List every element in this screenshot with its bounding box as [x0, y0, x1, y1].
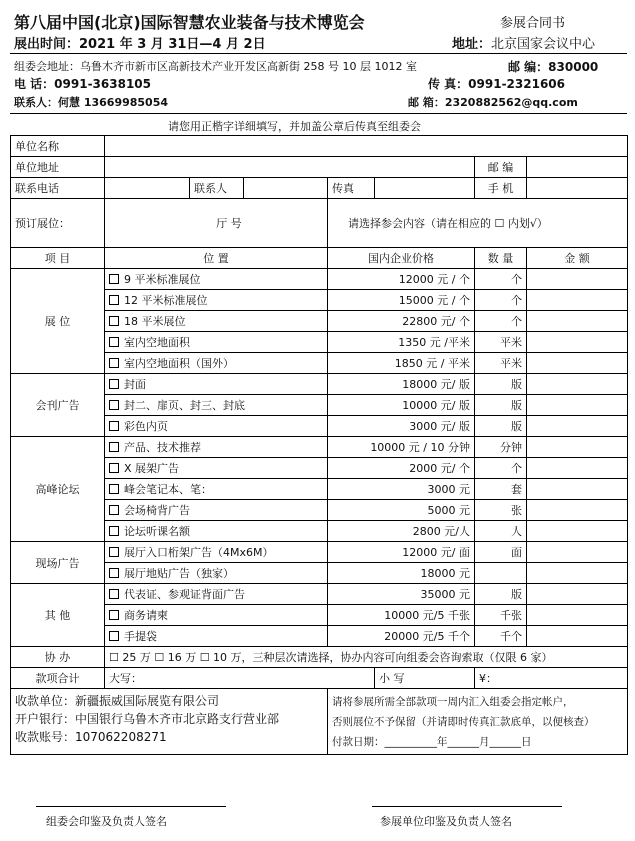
item-price: 35000 元 [328, 584, 475, 605]
item-amount[interactable] [527, 311, 628, 332]
item-quantity-unit[interactable]: 版 [475, 584, 527, 605]
checkbox-icon[interactable] [109, 442, 119, 452]
checkbox-icon[interactable] [109, 421, 119, 431]
item-label: 室内空地面积 [124, 336, 190, 349]
table-row [11, 542, 628, 563]
mobile-label: 手 机 [475, 178, 527, 199]
group-name: 现场广告 [11, 542, 105, 584]
item-label: 12 平米标准展位 [124, 294, 208, 307]
item-price: 10000 元 / 10 分钟 [328, 437, 475, 458]
item-label: 展厅地贴广告（独家） [124, 567, 234, 580]
item-label: 封面 [124, 378, 146, 391]
booth-order-label: 预订展位： [11, 199, 105, 248]
item-price: 20000 元/5 千个 [328, 626, 475, 647]
item-position[interactable] [105, 290, 328, 311]
organizer-fax: 传 真：0991-2321606 [428, 77, 566, 91]
item-amount[interactable] [527, 395, 628, 416]
item-label: 代表证、参观证背面广告 [124, 588, 245, 601]
exhibition-venue [452, 33, 595, 52]
table-row [11, 374, 628, 395]
payment-note [328, 689, 628, 755]
item-amount[interactable] [527, 353, 628, 374]
payment-note-line1: 请将参展所需全部款项一周内汇入组委会指定帐户， [332, 696, 574, 708]
total-lower-field[interactable]: ¥： [475, 668, 628, 689]
item-label: 9 平米标准展位 [124, 273, 201, 286]
item-price: 3000 元/ 版 [328, 416, 475, 437]
item-label: 展厅入口桁架广告（4Mx6M） [124, 546, 274, 559]
item-label: 峰会笔记本、笔： [124, 483, 212, 496]
item-price: 12000 元 / 个 [328, 269, 475, 290]
payment-note-line2: 否则展位不予保留（并请即时传真汇款底单，以便核查） [332, 716, 595, 728]
item-position[interactable] [105, 521, 328, 542]
item-price: 2800 元/人 [328, 521, 475, 542]
left-signature-line [36, 806, 226, 807]
item-label: 会场椅背广告 [124, 504, 190, 517]
item-amount[interactable] [527, 332, 628, 353]
item-position[interactable] [105, 353, 328, 374]
unit-address-label: 单位地址 [11, 157, 105, 178]
table-row [11, 437, 628, 458]
item-position[interactable] [105, 584, 328, 605]
item-position[interactable] [105, 626, 328, 647]
table-row [11, 584, 628, 605]
payee-unit: 收款单位：新疆振威国际展览有限公司 [15, 694, 220, 708]
col-amount: 金 额 [527, 248, 628, 269]
col-position: 位 置 [105, 248, 328, 269]
checkbox-icon[interactable] [109, 358, 119, 368]
item-position[interactable] [105, 269, 328, 290]
item-quantity-unit[interactable] [475, 563, 527, 584]
item-price: 1850 元 / 平米 [328, 353, 475, 374]
checkbox-icon[interactable] [109, 589, 119, 599]
item-quantity-unit[interactable]: 个 [475, 311, 527, 332]
organizer-contact: 联系人：何慧 13669985054 [14, 96, 169, 109]
item-price: 3000 元 [328, 479, 475, 500]
checkbox-icon[interactable] [109, 568, 119, 578]
unit-address-field[interactable] [105, 157, 475, 178]
item-quantity-unit[interactable]: 千个 [475, 626, 527, 647]
item-quantity-unit[interactable]: 平米 [475, 353, 527, 374]
item-position[interactable] [105, 542, 328, 563]
item-quantity-unit[interactable]: 张 [475, 500, 527, 521]
exhibitor-signature-label: 参展单位印鉴及负责人签名 [380, 815, 512, 828]
item-label: X 展架广告 [124, 462, 180, 475]
item-position[interactable] [105, 311, 328, 332]
contract-label: 参展合同书 [500, 16, 566, 31]
item-position[interactable] [105, 332, 328, 353]
item-label: 商务请柬 [124, 609, 168, 622]
item-quantity-unit[interactable]: 个 [475, 269, 527, 290]
total-upper-field[interactable]: 大写： [105, 668, 375, 689]
unit-name-label: 单位名称 [11, 136, 105, 157]
item-amount[interactable] [527, 563, 628, 584]
group-name: 其 他 [11, 584, 105, 647]
item-price: 10000 元/ 版 [328, 395, 475, 416]
fill-instruction: 请您用正楷字详细填写，并加盖公章后传真至组委会 [168, 120, 421, 133]
item-amount[interactable] [527, 374, 628, 395]
checkbox-icon[interactable] [109, 400, 119, 410]
unit-name-field[interactable] [105, 136, 628, 157]
group-name: 展 位 [11, 269, 105, 374]
item-price: 18000 元/ 版 [328, 374, 475, 395]
organizer-divider [10, 113, 627, 114]
organizer-phone: 电 话：0991-3638105 [14, 77, 152, 91]
group-name: 高峰论坛 [11, 437, 105, 542]
contact-field[interactable] [244, 178, 328, 199]
item-price: 2000 元/ 个 [328, 458, 475, 479]
item-amount[interactable] [527, 437, 628, 458]
item-quantity-unit[interactable]: 分钟 [475, 437, 527, 458]
organizer-email: 邮 箱：2320882562@qq.com [408, 96, 578, 109]
checkbox-icon[interactable] [109, 526, 119, 536]
item-quantity-unit[interactable]: 人 [475, 521, 527, 542]
item-amount[interactable] [527, 290, 628, 311]
postcode-label: 邮 编 [475, 157, 527, 178]
checkbox-icon[interactable] [109, 631, 119, 641]
item-quantity-unit[interactable]: 版 [475, 374, 527, 395]
item-label: 彩色内页 [124, 420, 168, 433]
checkbox-icon[interactable] [109, 337, 119, 347]
organizer-signature-label: 组委会印鉴及负责人签名 [46, 815, 167, 828]
fax-label: 传真 [328, 178, 375, 199]
checkbox-icon[interactable] [109, 547, 119, 557]
item-position[interactable] [105, 374, 328, 395]
organizer-address: 组委会地址：乌鲁木齐市新市区高新技术产业开发区高新街 258 号 10 层 1012 室 [14, 60, 417, 73]
sponsor-label: 协 办 [11, 647, 105, 668]
item-quantity-unit[interactable]: 个 [475, 290, 527, 311]
item-price: 10000 元/5 千张 [328, 605, 475, 626]
total-label: 款项合计 [11, 668, 105, 689]
item-price: 18000 元 [328, 563, 475, 584]
item-price: 5000 元 [328, 500, 475, 521]
document-title: 第八届中国(北京)国际智慧农业装备与技术博览会 [14, 13, 365, 32]
mobile-field[interactable] [527, 178, 628, 199]
item-price: 1350 元 /平米 [328, 332, 475, 353]
checkbox-icon[interactable] [109, 316, 119, 326]
group-name: 会刊广告 [11, 374, 105, 437]
item-quantity-unit[interactable]: 平米 [475, 332, 527, 353]
payment-date[interactable]: 付款日期：__________年______月______日 [332, 736, 532, 748]
checkbox-icon[interactable] [109, 274, 119, 284]
fax-field[interactable] [375, 178, 475, 199]
item-label: 论坛听课名额 [124, 525, 190, 538]
venue-value: 北京国家会议中心 [491, 37, 596, 52]
item-quantity-unit[interactable]: 个 [475, 458, 527, 479]
col-quantity: 数 量 [475, 248, 527, 269]
payee-bank: 开户银行：中国银行乌鲁木齐市北京路支行营业部 [15, 712, 280, 726]
item-position[interactable] [105, 563, 328, 584]
item-position[interactable] [105, 416, 328, 437]
item-amount[interactable] [527, 458, 628, 479]
item-amount[interactable] [527, 626, 628, 647]
item-amount[interactable] [527, 521, 628, 542]
item-label: 手提袋 [124, 630, 157, 643]
item-quantity-unit[interactable]: 套 [475, 479, 527, 500]
item-position[interactable] [105, 437, 328, 458]
phone-label: 联系电话 [11, 178, 105, 199]
item-amount[interactable] [527, 542, 628, 563]
item-price: 12000 元/ 面 [328, 542, 475, 563]
postcode-field[interactable] [527, 157, 628, 178]
item-label: 封二、扉页、封三、封底 [124, 399, 245, 412]
item-amount[interactable] [527, 500, 628, 521]
item-amount[interactable] [527, 269, 628, 290]
exhibition-time: 展出时间：2021 年 3 月 31日—4 月 2日 [14, 37, 266, 52]
header-divider [10, 53, 627, 54]
organizer-postcode: 邮 编：830000 [508, 60, 599, 74]
item-price: 15000 元 / 个 [328, 290, 475, 311]
select-instruction: 请选择参会内容（请在相应的 ☐ 内划√） [328, 199, 628, 248]
checkbox-icon[interactable] [109, 379, 119, 389]
table-row [11, 269, 628, 290]
item-position[interactable] [105, 479, 328, 500]
checkbox-icon[interactable] [109, 463, 119, 473]
order-form-table [10, 135, 628, 755]
item-amount[interactable] [527, 416, 628, 437]
venue-label: 地址： [452, 37, 492, 52]
checkbox-icon[interactable] [109, 295, 119, 305]
item-quantity-unit[interactable]: 版 [475, 395, 527, 416]
hall-number[interactable]: 厅 号 [105, 199, 328, 248]
payee-info [11, 689, 328, 755]
payee-account: 收款账号：107062208271 [15, 730, 167, 744]
item-position[interactable] [105, 458, 328, 479]
col-item: 项 目 [11, 248, 105, 269]
item-quantity-unit[interactable]: 版 [475, 416, 527, 437]
item-position[interactable] [105, 605, 328, 626]
item-price: 22800 元/ 个 [328, 311, 475, 332]
item-amount[interactable] [527, 605, 628, 626]
item-amount[interactable] [527, 479, 628, 500]
contact-label: 联系人 [190, 178, 244, 199]
checkbox-icon[interactable] [109, 505, 119, 515]
checkbox-icon[interactable] [109, 484, 119, 494]
right-signature-line [372, 806, 562, 807]
item-position[interactable] [105, 395, 328, 416]
item-position[interactable] [105, 500, 328, 521]
item-label: 室内空地面积（国外） [124, 357, 234, 370]
sponsor-options[interactable]: ☐ 25 万 ☐ 16 万 ☐ 10 万，三种层次请选择，协办内容可向组委会咨询索取（仅限 6 家） [105, 647, 628, 668]
col-price: 国内企业价格 [328, 248, 475, 269]
checkbox-icon[interactable] [109, 610, 119, 620]
total-lower-label: 小 写 [375, 668, 475, 689]
item-label: 产品、技术推荐 [124, 441, 201, 454]
item-amount[interactable] [527, 584, 628, 605]
item-label: 18 平米展位 [124, 315, 186, 328]
item-quantity-unit[interactable]: 面 [475, 542, 527, 563]
phone-field[interactable] [105, 178, 190, 199]
item-quantity-unit[interactable]: 千张 [475, 605, 527, 626]
